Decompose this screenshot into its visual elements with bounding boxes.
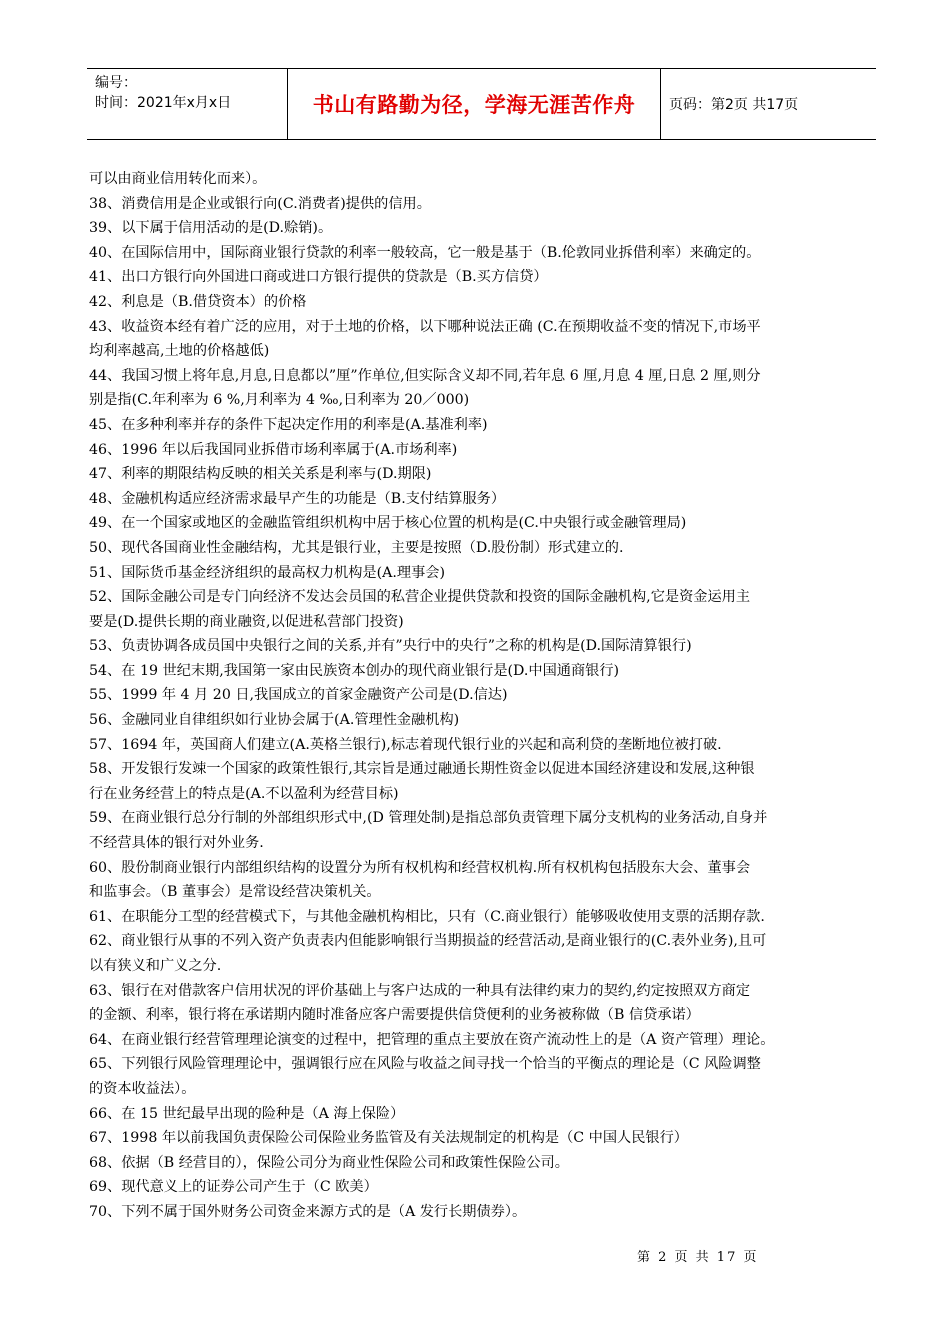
text-line: 以有狭义和广义之分. (89, 958, 222, 974)
document-number-label: 编号： (95, 75, 137, 91)
text-line: 47、利率的期限结构反映的相关关系是利率与(D.期限) (89, 466, 432, 483)
text-line: 的资本收益法）。 (89, 1080, 196, 1097)
text-line: 45、在多种利率并存的条件下起决定作用的利率是(A.基准利率) (89, 416, 488, 433)
header-page-cell (661, 69, 876, 139)
text-line: 均利率越高,土地的价格越低) (89, 343, 270, 360)
text-line: 不经营具体的银行对外业务. (89, 835, 264, 852)
text-line: 42、利息是（B.借贷资本）的价格 (89, 293, 307, 310)
text-line: 56、金融同业自律组织如行业协会属于(A.管理性金融机构) (89, 712, 460, 729)
text-line: 62、商业银行从事的不列入资产负责表内但能影响银行当期损益的经营活动,是商业银行的(C.表外业务),且可 (89, 933, 767, 950)
text-line: 53、负责协调各成员国中央银行之间的关系,并有”央行中的央行”之称的机构是(D.国际清算银行) (89, 638, 692, 655)
text-line: 68、依据（B 经营目的），保险公司分为商业性保险公司和政策性保险公司。 (89, 1154, 569, 1171)
text-line: 行在业务经营上的特点是(A.不以盈利为经营目标) (89, 785, 399, 802)
text-line: 64、在商业银行经营管理理论演变的过程中，把管理的重点主要放在资产流动性上的是（A 资产管理）理论。 (89, 1031, 775, 1048)
text-line: 44、我国习惯上将年息,月息,日息都以”厘”作单位,但实际含义却不同,若年息 6 厘,月息 4 厘,日息 2 厘,则分 (89, 367, 761, 384)
page-header (87, 68, 876, 140)
text-line: 66、在 15 世纪最早出现的险种是（A 海上保险） (89, 1105, 405, 1122)
text-line: 46、1996 年以后我国同业拆借市场利率属于(A.市场利率) (89, 441, 458, 458)
text-line: 和监事会。（B 董事会）是常设经营决策机关。 (89, 884, 381, 901)
header-page-number: 页码：第2页 共17页 (669, 97, 799, 113)
text-line: 可以由商业信用转化而来）。 (89, 171, 267, 187)
text-line: 59、在商业银行总分行制的外部组织形式中,(D 管理处制)是指总部负责管理下属分支机构的业务活动,自身并 (89, 810, 768, 827)
header-motto-cell (287, 69, 661, 139)
text-line: 52、国际金融公司是专门向经济不发达会员国的私营企业提供贷款和投资的国际金融机构,它是资金运用主 (89, 589, 751, 606)
text-line: 要是(D.提供长期的商业融资,以促进私营部门投资) (89, 613, 404, 630)
text-line: 49、在一个国家或地区的金融监管组织机构中居于核心位置的机构是(C.中央银行或金融管理局) (89, 515, 687, 532)
text-line: 50、现代各国商业性金融结构，尤其是银行业，主要是按照（D.股份制）形式建立的. (89, 539, 624, 556)
text-line: 61、在职能分工型的经营模式下，与其他金融机构相比，只有（C.商业银行）能够吸收使用支票的活期存款. (89, 908, 765, 925)
text-line: 65、下列银行风险管理理论中，强调银行应在风险与收益之间寻找一个恰当的平衡点的理论是（C 风险调整 (89, 1056, 761, 1073)
text-line: 的金额、利率，银行将在承诺期内随时准备应客户需要提供信贷便利的业务被称做（B 信贷承诺） (89, 1007, 700, 1024)
page-footer: 第 2 页 共 17 页 (637, 1250, 759, 1265)
text-line: 54、在 19 世纪末期,我国第一家由民族资本创办的现代商业银行是(D.中国通商银行) (89, 662, 620, 679)
document-body (89, 167, 879, 1225)
text-line: 58、开发银行发竦一个国家的政策性银行,其宗旨是通过融通长期性资金以促进本国经济建设和发展,这种银 (89, 761, 755, 778)
text-line: 70、下列不属于国外财务公司资金来源方式的是（A 发行长期债券）。 (89, 1203, 527, 1220)
text-line: 39、以下属于信用活动的是(D.赊销)。 (89, 220, 333, 237)
text-line: 别是指(C.年利率为 6 %,月利率为 4 ‰,日利率为 20／000) (89, 392, 470, 409)
text-line: 41、出口方银行向外国进口商或进口方银行提供的贷款是（B.买方信贷） (89, 269, 548, 286)
document-time-label: 时间：2021年x月x日 (95, 95, 232, 111)
text-line: 60、股份制商业银行内部组织结构的设置分为所有权机构和经营权机构.所有权机构包括股东大会、董事会 (89, 859, 751, 876)
text-line: 55、1999 年 4 月 20 日,我国成立的首家金融资产公司是(D.信达) (89, 687, 508, 704)
text-line: 38、消费信用是企业或银行向(C.消费者)提供的信用。 (89, 195, 431, 212)
text-line: 51、国际货币基金经济组织的最高权力机构是(A.理事会) (89, 564, 446, 581)
text-line: 40、在国际信用中，国际商业银行贷款的利率一般较高，它一般是基于（B.伦敦同业拆借利率）来确定的。 (89, 244, 761, 261)
text-line: 57、1694 年，英国商人们建立(A.英格兰银行),标志着现代银行业的兴起和高利贷的垄断地位被打破. (89, 736, 722, 753)
text-line: 69、现代意义上的证券公司产生于（C 欧美） (89, 1179, 378, 1196)
text-line: 67、1998 年以前我国负责保险公司保险业务监管及有关法规制定的机构是（C 中国人民银行） (89, 1130, 688, 1147)
text-line: 43、收益资本经有着广泛的应用，对于土地的价格，以下哪种说法正确 (C.在预期收益不变的情况下,市场平 (89, 318, 761, 335)
text-line: 48、金融机构适应经济需求最早产生的功能是（B.支付结算服务） (89, 490, 506, 507)
header-motto: 书山有路勤为径，学海无涯苦作舟 (312, 93, 636, 117)
text-line: 63、银行在对借款客户信用状况的评价基础上与客户达成的一种具有法律约束力的契约,约定按照双方商定 (89, 982, 751, 999)
header-meta (87, 69, 287, 139)
